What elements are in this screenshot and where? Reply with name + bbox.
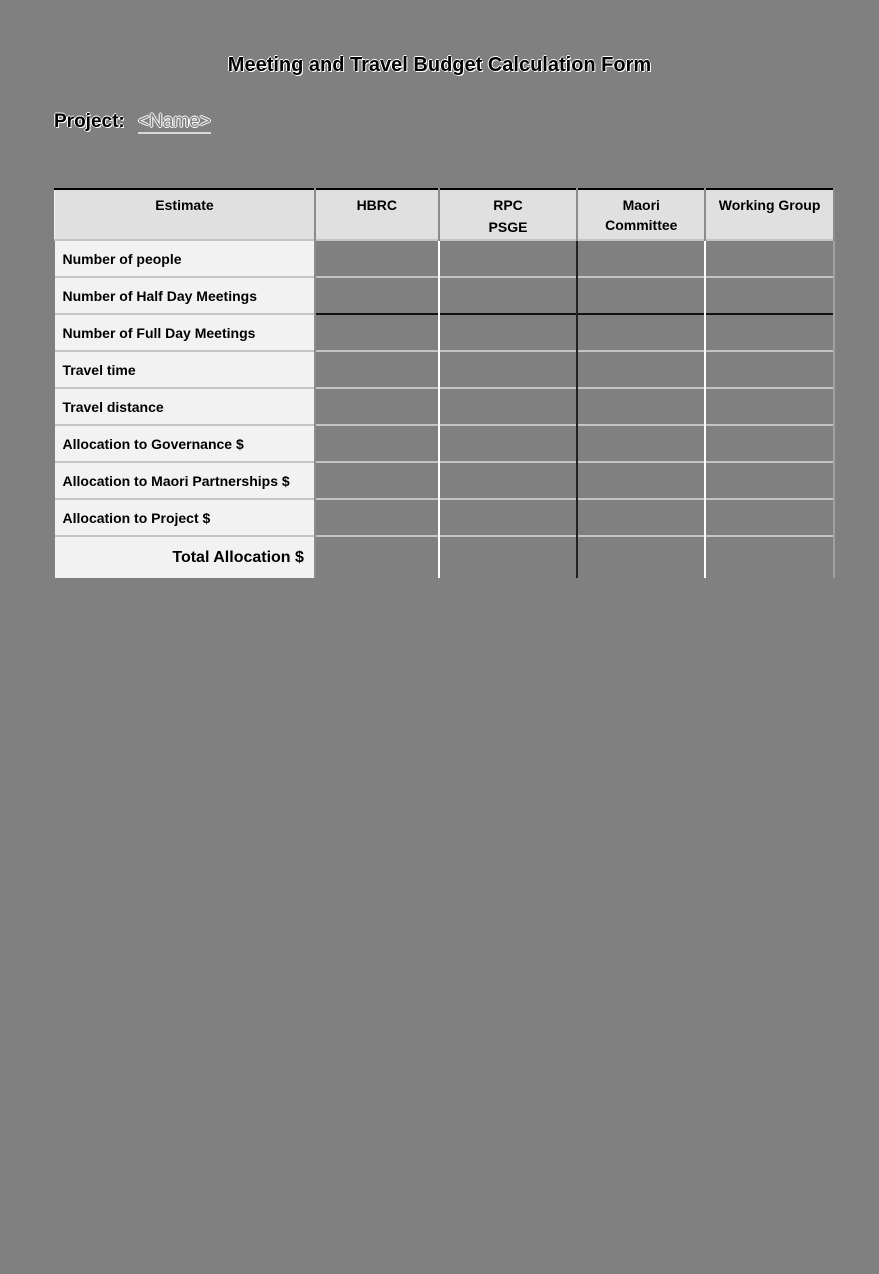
total-cell-hbrc[interactable]: [315, 536, 439, 578]
table-row: [55, 462, 835, 499]
input-cell-hbrc[interactable]: [315, 314, 439, 351]
input-cell-rpc[interactable]: [439, 277, 578, 314]
header-maori-committee: Maori Committee: [577, 189, 705, 240]
input-cell-rpc[interactable]: [439, 462, 578, 499]
row-label: Allocation to Project $: [55, 499, 315, 536]
input-cell-maori[interactable]: [577, 425, 705, 462]
input-cell-maori[interactable]: [577, 277, 705, 314]
header-estimate: Estimate: [55, 189, 315, 240]
input-cell-hbrc[interactable]: [315, 351, 439, 388]
row-label: Number of people: [55, 240, 315, 277]
header-working-group: Working Group: [705, 189, 834, 240]
input-cell-working-group[interactable]: [705, 351, 834, 388]
input-cell-working-group[interactable]: [705, 240, 834, 277]
total-cell-rpc[interactable]: [439, 536, 578, 578]
input-cell-maori[interactable]: [577, 351, 705, 388]
input-cell-hbrc[interactable]: [315, 425, 439, 462]
input-cell-rpc[interactable]: [439, 314, 578, 351]
input-cell-maori[interactable]: [577, 499, 705, 536]
input-cell-maori[interactable]: [577, 240, 705, 277]
input-cell-working-group[interactable]: [705, 388, 834, 425]
input-cell-working-group[interactable]: [705, 425, 834, 462]
input-cell-maori[interactable]: [577, 388, 705, 425]
total-row: [55, 536, 835, 578]
table-row: [55, 351, 835, 388]
row-label: Travel distance: [55, 388, 315, 425]
input-cell-rpc[interactable]: [439, 388, 578, 425]
input-cell-hbrc[interactable]: [315, 240, 439, 277]
header-hbrc: HBRC: [315, 189, 439, 240]
table-row: [55, 388, 835, 425]
project-name-field[interactable]: <Name>: [138, 111, 211, 132]
input-cell-rpc[interactable]: [439, 425, 578, 462]
header-row: [55, 189, 835, 240]
total-label: Total Allocation $: [55, 536, 315, 578]
input-cell-hbrc[interactable]: [315, 462, 439, 499]
table-row: [55, 425, 835, 462]
header-rpc-psge: RPC PSGE: [439, 189, 578, 240]
project-line: [54, 111, 211, 133]
total-cell-maori[interactable]: [577, 536, 705, 578]
table-row: [55, 240, 835, 277]
budget-table: [54, 188, 835, 578]
input-cell-working-group[interactable]: [705, 314, 834, 351]
project-label: Project:: [54, 111, 125, 132]
row-label: Travel time: [55, 351, 315, 388]
input-cell-rpc[interactable]: [439, 351, 578, 388]
input-cell-hbrc[interactable]: [315, 277, 439, 314]
row-label: Number of Full Day Meetings: [55, 314, 315, 351]
input-cell-hbrc[interactable]: [315, 499, 439, 536]
row-label: Allocation to Governance $: [55, 425, 315, 462]
row-label: Number of Half Day Meetings: [55, 277, 315, 314]
input-cell-maori[interactable]: [577, 314, 705, 351]
row-label: Allocation to Maori Partnerships $: [55, 462, 315, 499]
input-cell-working-group[interactable]: [705, 499, 834, 536]
total-cell-working-group[interactable]: [705, 536, 834, 578]
table-row: [55, 277, 835, 314]
input-cell-maori[interactable]: [577, 462, 705, 499]
table-row: [55, 314, 835, 351]
input-cell-working-group[interactable]: [705, 277, 834, 314]
form-title: Meeting and Travel Budget Calculation Form: [227, 54, 652, 76]
table-row: [55, 499, 835, 536]
input-cell-rpc[interactable]: [439, 499, 578, 536]
input-cell-working-group[interactable]: [705, 462, 834, 499]
input-cell-rpc[interactable]: [439, 240, 578, 277]
input-cell-hbrc[interactable]: [315, 388, 439, 425]
